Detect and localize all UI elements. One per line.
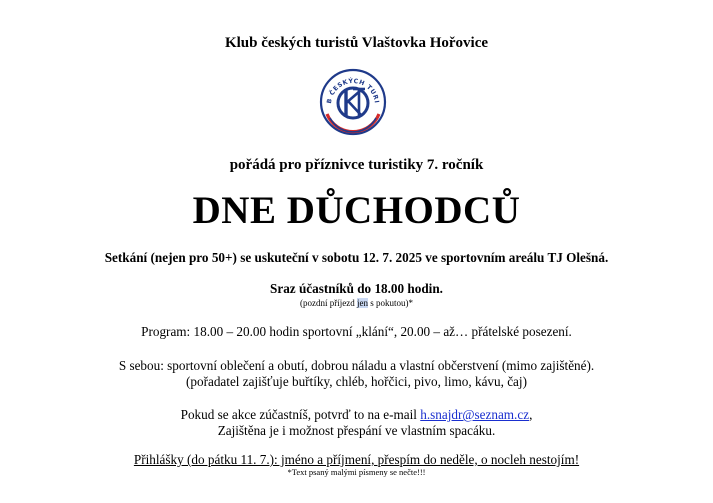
contact-email-link[interactable]: h.snajdr@seznam.cz bbox=[420, 407, 530, 422]
organizer-subtitle: pořádá pro příznivce turistiky 7. ročník bbox=[229, 157, 484, 173]
event-title: DNE DŮCHODCŮ bbox=[192, 189, 521, 232]
logo-ring-text: B ČESKÝCH TURI bbox=[325, 77, 380, 105]
kct-logo-icon bbox=[318, 67, 388, 137]
bring-along-line: S sebou: sportovní oblečení a obutí, dobrou náladu a vlastní občerstvení (mimo zajištěné). bbox=[118, 358, 595, 373]
late-note-start: (pozdní příjezd bbox=[300, 298, 357, 308]
contact-line bbox=[0, 407, 713, 423]
late-arrival-note bbox=[0, 298, 713, 308]
late-note-end: s pokutou)* bbox=[367, 298, 413, 308]
club-logo bbox=[318, 67, 388, 137]
meeting-info: Setkání (nejen pro 50+) se uskuteční v sobotu 12. 7. 2025 ve sportovním areálu TJ Olešná. bbox=[104, 250, 609, 265]
gathering-time: Sraz účastníků do 18.00 hodin. bbox=[270, 281, 443, 296]
program-info: Program: 18.00 – 20.00 hodin sportovní „klání“, 20.00 – až… přátelské posezení. bbox=[141, 324, 572, 339]
footnote: *Text psaný malými písmeny se nečte!!! bbox=[287, 467, 426, 477]
signup-info: Přihlášky (do pátku 11. 7.): jméno a příjmení, přespím do neděle, o nocleh nestojím! bbox=[133, 452, 580, 467]
contact-punctuation: , bbox=[529, 407, 533, 422]
late-note-highlight: jen bbox=[356, 298, 368, 308]
sleeping-info: Zajištěna je i možnost přespání ve vlastním spacáku. bbox=[217, 423, 496, 438]
contact-text: Pokud se akce zúčastníš, potvrď to na e-mail bbox=[180, 407, 421, 422]
club-name-heading: Klub českých turistů Vlaštovka Hořovice bbox=[224, 35, 489, 51]
organizer-provides-line: (pořadatel zajišťuje buřtíky, chléb, hořčici, pivo, limo, kávu, čaj) bbox=[186, 374, 527, 389]
